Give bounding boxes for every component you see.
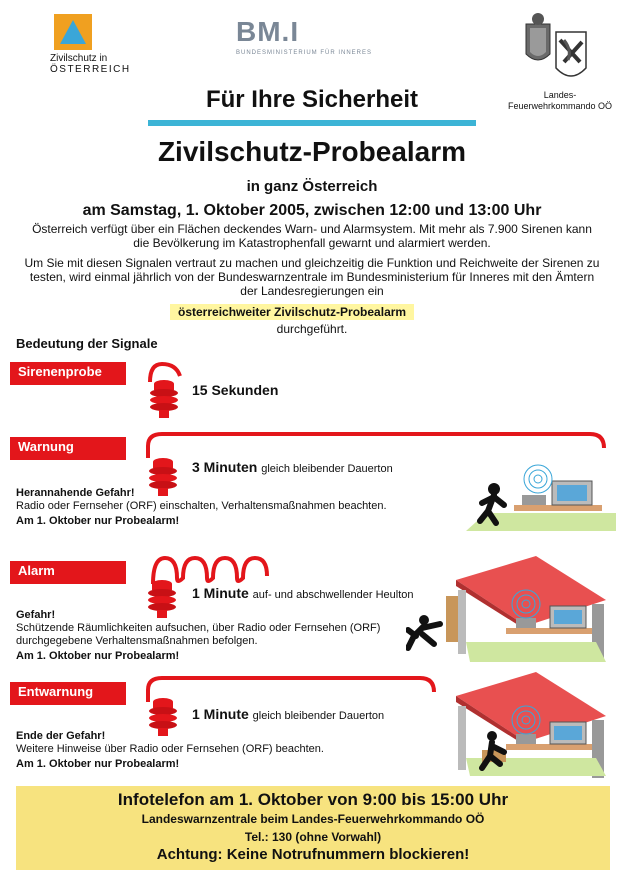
entwarnung-house-illustration xyxy=(420,672,612,780)
entwarnung-note: Am 1. Oktober nur Probealarm! xyxy=(16,758,180,770)
alarm-text: Schützende Räumlichkeiten aufsuchen, über Radio oder Fernsehen (ORF) durchgegebene Verhaltensmaßnahmen befolgen. xyxy=(16,622,381,647)
headline-probealarm: Zivilschutz-Probealarm xyxy=(157,136,467,167)
intro-paragraph-2: Um Sie mit diesen Signalen vertraut zu machen und gleichzeitig die Funktion und Reichweite der Sirenen zu testen, wird einmal jährlich von der Bundeswarnzentrale im Bundesministerium für Inneres mit den Ämtern der Landesregierungen ein xyxy=(24,256,600,298)
label-warnung: Warnung xyxy=(10,437,126,457)
entwarnung-underline xyxy=(10,702,126,705)
bmi-logo xyxy=(236,16,372,56)
bmi-logo-subtitle: BUNDESMINISTERIUM FÜR INNERES xyxy=(236,50,373,56)
entwarnung-duration-rest: gleich bleibender Dauerton xyxy=(252,710,385,722)
siren-icon xyxy=(146,360,186,420)
zivilschutz-logo xyxy=(50,14,140,75)
label-entwarnung: Entwarnung xyxy=(10,682,126,702)
warnung-duration: 3 Minuten gleich bleibender Dauerton xyxy=(192,459,393,475)
warnung-duration-rest: gleich bleibender Dauerton xyxy=(261,463,393,475)
info-warning: Achtung: Keine Notrufnummern blockieren! xyxy=(156,846,470,863)
feuerwehr-coat-of-arms-icon xyxy=(520,10,595,88)
alarm-head: Gefahr! xyxy=(16,609,56,621)
label-alarm: Alarm xyxy=(10,561,126,581)
entwarnung-description xyxy=(16,730,396,771)
sirenenprobe-underline xyxy=(10,382,126,385)
entwarnung-duration: 1 Minute gleich bleibender Dauerton xyxy=(192,706,385,722)
warnung-underline xyxy=(10,457,126,460)
entwarnung-head: Ende der Gefahr! xyxy=(16,730,106,742)
alarm-note: Am 1. Oktober nur Probealarm! xyxy=(16,650,180,662)
date-line: am Samstag, 1. Oktober 2005, zwischen 12:00 und 13:00 Uhr xyxy=(82,202,542,219)
alarm-house-illustration xyxy=(406,556,612,666)
zivilschutz-triangle-icon xyxy=(54,14,92,50)
alarm-duration: 1 Minute auf- und abschwellender Heulton xyxy=(192,585,414,601)
info-telephone-number: Tel.: 130 (ohne Vorwahl) xyxy=(244,830,382,844)
warnung-illustration xyxy=(466,455,616,535)
info-landeswarnzentrale: Landeswarnzentrale beim Landes-Feuerwehrkommando OÖ xyxy=(141,812,485,826)
intro-paragraph-1: Österreich verfügt über ein Flächen deckendes Warn- und Alarmsystem. Mit mehr als 7.900 Sirenen kann die Bevölkerung im Katastrophenfall gewarnt und alarmiert werden. xyxy=(32,222,592,250)
intro-after-text: durchgeführt. xyxy=(276,322,348,336)
sirenenprobe-duration: 15 Sekunden xyxy=(192,382,279,398)
warnung-text: Radio oder Fernseher (ORF) einschalten, Verhaltensmaßnahmen beachten. xyxy=(16,500,387,512)
headline-sicherheit: Für Ihre Sicherheit xyxy=(205,86,419,113)
entwarnung-text: Weitere Hinweise über Radio oder Fernsehen (ORF) beachten. xyxy=(16,743,324,755)
feuerwehr-label: Landes- Feuerwehrkommando OÖ xyxy=(507,90,613,111)
zivilschutz-logo-line2: ÖSTERREICH xyxy=(50,64,131,75)
warnung-note: Am 1. Oktober nur Probealarm! xyxy=(16,515,180,527)
title-divider xyxy=(148,120,476,126)
highlight-probealarm: österreichweiter Zivilschutz-Probealarm xyxy=(170,304,414,320)
warnung-description xyxy=(16,487,396,528)
label-sirenenprobe: Sirenenprobe xyxy=(10,362,126,382)
warnung-head: Herannahende Gefahr! xyxy=(16,487,135,499)
section-title-signals: Bedeutung der Signale xyxy=(16,336,158,351)
zivilschutz-logo-line1: Zivilschutz in xyxy=(50,53,108,64)
alarm-underline xyxy=(10,581,126,584)
entwarnung-signal-graph xyxy=(140,672,440,738)
info-telefon-line: Infotelefon am 1. Oktober von 9:00 bis 15:00 Uhr xyxy=(117,790,509,809)
alarm-description xyxy=(16,609,396,663)
alarm-duration-rest: auf- und abschwellender Heulton xyxy=(252,589,414,601)
bmi-logo-text: BM.I xyxy=(236,16,300,47)
subheadline-oesterreich: in ganz Österreich xyxy=(246,178,378,195)
